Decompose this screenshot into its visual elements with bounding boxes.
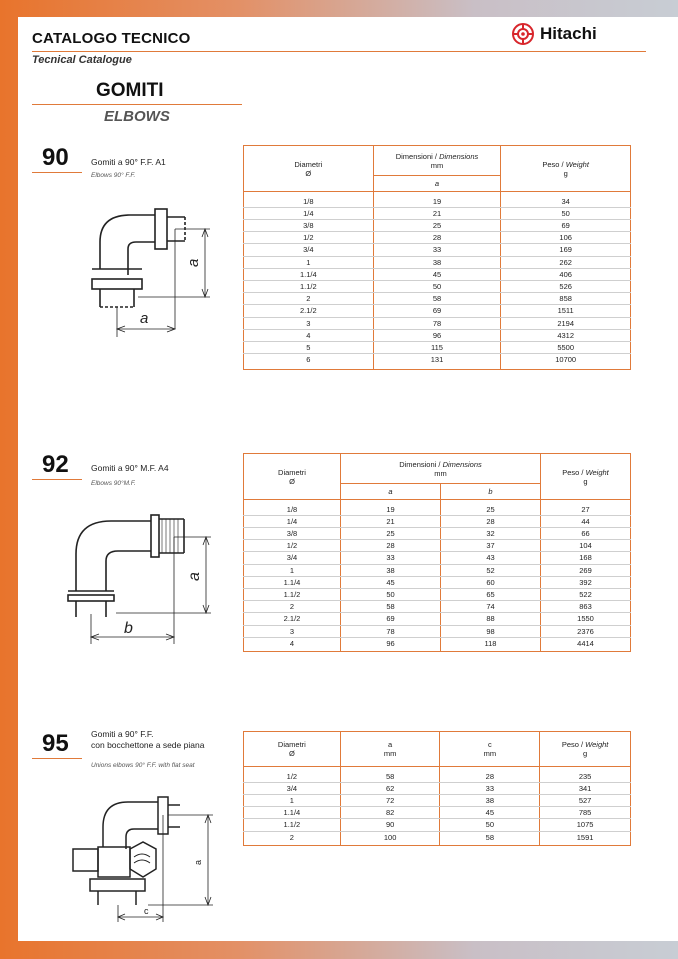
- product-description: Gomiti a 90° F.F. con bocchettone a sede piana: [91, 729, 205, 750]
- spec-table-92: [243, 453, 631, 652]
- catalog-page: [18, 17, 678, 941]
- table-row: 3/4 33 43 168: [244, 552, 631, 564]
- col-header-weight: Peso / Weight g: [501, 146, 631, 192]
- table-row: 1.1/4 45 406: [244, 268, 631, 280]
- table-row: 2.1/2 69 1511: [244, 305, 631, 317]
- col-header-a: a: [373, 176, 501, 192]
- table-row: 1/4 21 28 44: [244, 515, 631, 527]
- table-row: 4 96 118 4414: [244, 637, 631, 649]
- dim-label-c: c: [144, 906, 149, 916]
- table-row: 1.1/2 50 526: [244, 280, 631, 292]
- table-row: 2 100 58 1591: [244, 831, 631, 843]
- table-row: 1 38 262: [244, 256, 631, 268]
- col-header-diameter: Diametri Ø: [244, 146, 374, 192]
- table-row: 1/2 28 37 104: [244, 540, 631, 552]
- elbow-90-drawing: [70, 197, 220, 337]
- product-number-divider: [32, 479, 82, 480]
- brand-logo: [512, 23, 597, 45]
- col-header-c: c mm: [440, 732, 540, 767]
- dim-label-a-vertical: a: [186, 572, 203, 581]
- hitachi-mark-icon: [512, 23, 534, 45]
- table-row: 1/2 28 106: [244, 232, 631, 244]
- table-row: 5 115 5500: [244, 341, 631, 353]
- col-header-a: a: [341, 484, 441, 500]
- table-row: 1/8 19 25 27: [244, 504, 631, 516]
- table-row: 1.1/2 50 65 522: [244, 588, 631, 600]
- dim-label-a: a: [140, 310, 149, 327]
- table-row: 3/8 25 32 66: [244, 527, 631, 539]
- bottom-accent-bar: [0, 941, 678, 959]
- table-row: 2 58 858: [244, 293, 631, 305]
- product-number: 92: [42, 451, 69, 478]
- table-row: 1/2 58 28 235: [244, 771, 631, 783]
- table-row: 1 72 38 527: [244, 794, 631, 806]
- section-title: GOMITI: [96, 80, 164, 101]
- dim-label-a-vertical: a: [185, 258, 202, 267]
- table-row: 3 78 2194: [244, 317, 631, 329]
- catalog-subtitle: Tecnical Catalogue: [32, 54, 132, 66]
- table-row: 2 58 74 863: [244, 601, 631, 613]
- col-header-diameter: Diametri Ø: [244, 454, 341, 500]
- table-row: 1.1/4 45 60 392: [244, 576, 631, 588]
- col-header-b: b: [441, 484, 541, 500]
- product-description: Gomiti a 90° M.F. A4: [91, 463, 169, 473]
- elbow-92-drawing: [66, 499, 221, 644]
- product-number-divider: [32, 758, 82, 759]
- spec-table-90: [243, 145, 631, 370]
- table-row: 2.1/2 69 88 1550: [244, 613, 631, 625]
- product-number-divider: [32, 172, 82, 173]
- table-row: 1/8 19 34: [244, 196, 631, 208]
- table-row: 4 96 4312: [244, 329, 631, 341]
- elbow-95-drawing: [68, 787, 218, 922]
- section-subtitle: ELBOWS: [104, 108, 170, 125]
- table-row: 1.1/2 90 50 1075: [244, 819, 631, 831]
- col-header-weight: Peso / Weight g: [540, 732, 631, 767]
- dim-label-b: b: [124, 620, 133, 637]
- product-description: Gomiti a 90° F.F. A1: [91, 157, 166, 167]
- product-description-en: Elbows 90° F.F.: [91, 172, 136, 179]
- product-number: 90: [42, 144, 69, 171]
- col-header-diameter: Diametri Ø: [244, 732, 341, 767]
- table-row: 1 38 52 269: [244, 564, 631, 576]
- col-header-dimensions: Dimensioni / Dimensions mm: [341, 454, 541, 484]
- brand-name: Hitachi: [540, 24, 597, 43]
- col-header-weight: Peso / Weight g: [541, 454, 631, 500]
- spec-table-95: [243, 731, 631, 846]
- table-row: 3/4 33 169: [244, 244, 631, 256]
- table-row: 6 131 10700: [244, 354, 631, 366]
- col-header-dimensions: Dimensioni / Dimensions mm: [373, 146, 501, 176]
- header-divider: [32, 51, 646, 52]
- product-description-en: Unions elbows 90° F.F. with flat seat: [91, 762, 195, 769]
- table-row: 3/8 25 69: [244, 219, 631, 231]
- table-row: 1.1/4 82 45 785: [244, 807, 631, 819]
- product-number: 95: [42, 730, 69, 757]
- col-header-a: a mm: [340, 732, 440, 767]
- table-row: 3 78 98 2376: [244, 625, 631, 637]
- table-row: 3/4 62 33 341: [244, 782, 631, 794]
- dim-label-a-vertical: a: [193, 859, 203, 865]
- table-row: 1/4 21 50: [244, 207, 631, 219]
- product-description-en: Elbows 90°M.F.: [91, 480, 136, 487]
- catalog-title: CATALOGO TECNICO: [32, 30, 191, 47]
- section-divider: [32, 104, 242, 105]
